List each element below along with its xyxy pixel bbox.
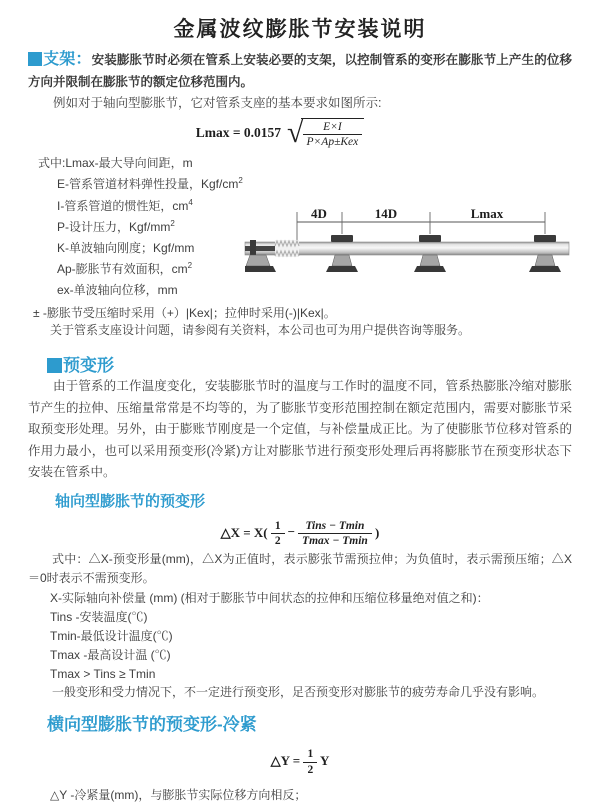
definition-sup: 2 [238,176,243,186]
section-title-preform [47,351,600,376]
definition-text: K-单波轴向刚度；Kgf/mm [57,241,195,256]
where-intro-line: 式中:Lmax-最大导向间距，m [38,156,193,171]
pipe-support-diagram [245,206,600,306]
axial-formula-rparen: ) [375,524,380,540]
dim-label-lmax: Lmax [470,206,504,221]
preform-heading-text: 预变形 [63,356,114,376]
dim-label-4d: 4D [311,206,327,221]
dim-label-14d: 14D [374,206,398,221]
radicand [301,118,365,150]
one-half-fraction: $\frac{1}{2}$ [271,519,285,549]
lateral-formula-lhs: △Y = [270,753,301,769]
axial-line: Tmin-最低设计温度(℃) [50,628,173,643]
minus-operator: − [287,524,296,540]
definition-text: E-管系管道材料弹性投量，Kgf/cm [57,177,239,192]
axial-variable-lines [50,589,600,683]
definition-sup: 2 [187,261,193,271]
definition-text: I-管系管道的惯性矩，cm [57,198,189,213]
section-square-icon [28,52,42,66]
temperature-fraction: $\frac{\text{Tins − Tmin}}{Tmax - Tmin}$ [298,519,372,549]
subheading-axial-preform: 轴向型膨胀节的预变形 [55,492,206,510]
section-title-support: 支架： [43,51,92,68]
definition-text: P-设计压力，Kgf/mm [57,219,171,234]
axial-line: Tins -安装温度(℃) [50,610,148,625]
axial-preform-formula [0,519,600,549]
preform-body-paragraph: 由于管系的工作温度变化，安装膨胀节时的温度与工作时的温度不同，管系热膨胀冷缩对膨胀节产生的拉伸、压缩量常常是不均等的，为了膨胀节变形范围控制在额定范围内，需要对膨胀节采取预变形处理。另外，由于膨账节刚度是一个定值，与补偿量成正比。为了使膨胀节位移对管系的作用力最小，也可以采用预变形(冷紧)方让对膨胀节进行预变形处理后再将膨胀节在预变形状态下安装在管系中。 [28,379,572,480]
formula-numerator: E×I [303,120,363,135]
formula-denominator: P×Ap±Kex [306,135,359,148]
definition-sup: 2 [170,218,175,228]
lateral-formula [0,747,600,777]
bellows-icon [275,240,299,257]
lateral-formula-rhs: Y [319,753,330,769]
axial-line: Tmax -最高设计温 (℃) [50,647,171,662]
formula-lhs: Lmax = 0.0157 [195,125,282,141]
subheading-lateral-preform: 横向型膨胀节的预变形-冷紧 [47,715,257,735]
axial-line: X-实际轴向补偿量 (mm) (相对于膨胀节中间状态的拉伸和压缩位移量绝对值之和)： [50,591,489,606]
axial-note-line: 一般变形和受力情况下，不一定进行预变形，足否预变形对膨胀节的疲劳寿命几乎没有影响。 [52,685,545,700]
axial-formula-lhs: △X = X( [220,524,268,540]
definition-sup: 4 [188,197,193,207]
definition-line [57,172,600,193]
definition-text: Ap-膨胀节有效面积，cm [57,262,188,277]
support-intro-paragraph [28,49,572,93]
definition-text: ex-单波轴向位移，mm [57,283,178,298]
document-page [0,13,600,803]
one-half-fraction: $\frac{1}{2}$ [303,747,317,777]
axial-line: Tmax > Tins ≥ Tmin [50,666,156,681]
consulting-note: 关于管系支座设计问题，请参阅有关资料，本公司也可为用户提供咨询等服务。 [50,322,471,337]
page-title: 金属波纹膨胀节安装说明 [173,18,427,41]
lmax-formula: Lmax = 0.0157 √ $\frac{E\times I}{\text{P×Ap±Kex}}$ [0,118,560,150]
section-square-icon [47,358,62,373]
axial-where-paragraph: 式中：△X-预变形量(mm)，△X为正值时，表示膨张节需预拉伸；为负值时，表示需预压缩；△X＝0时表示不需预变形。 [28,552,572,586]
support-example-line: 例如对于轴向型膨胀节，它对管系支座的基本要求如图所示: [53,96,382,110]
lateral-note-line: △Y -冷紧量(mm)，与膨胀节实际位移方向相反； [50,788,307,803]
support-intro-text: 安装膨胀节时必须在管系上安装必要的支架，以控制管系的变形在膨胀节上产生的位移方向并限制在膨胀节的额定位移范围内。 [28,53,572,89]
plus-minus-note: ± -膨胀节受压缩时采用（+）|Kex|；拉伸时采用(-)|Kex|。 [33,305,336,320]
